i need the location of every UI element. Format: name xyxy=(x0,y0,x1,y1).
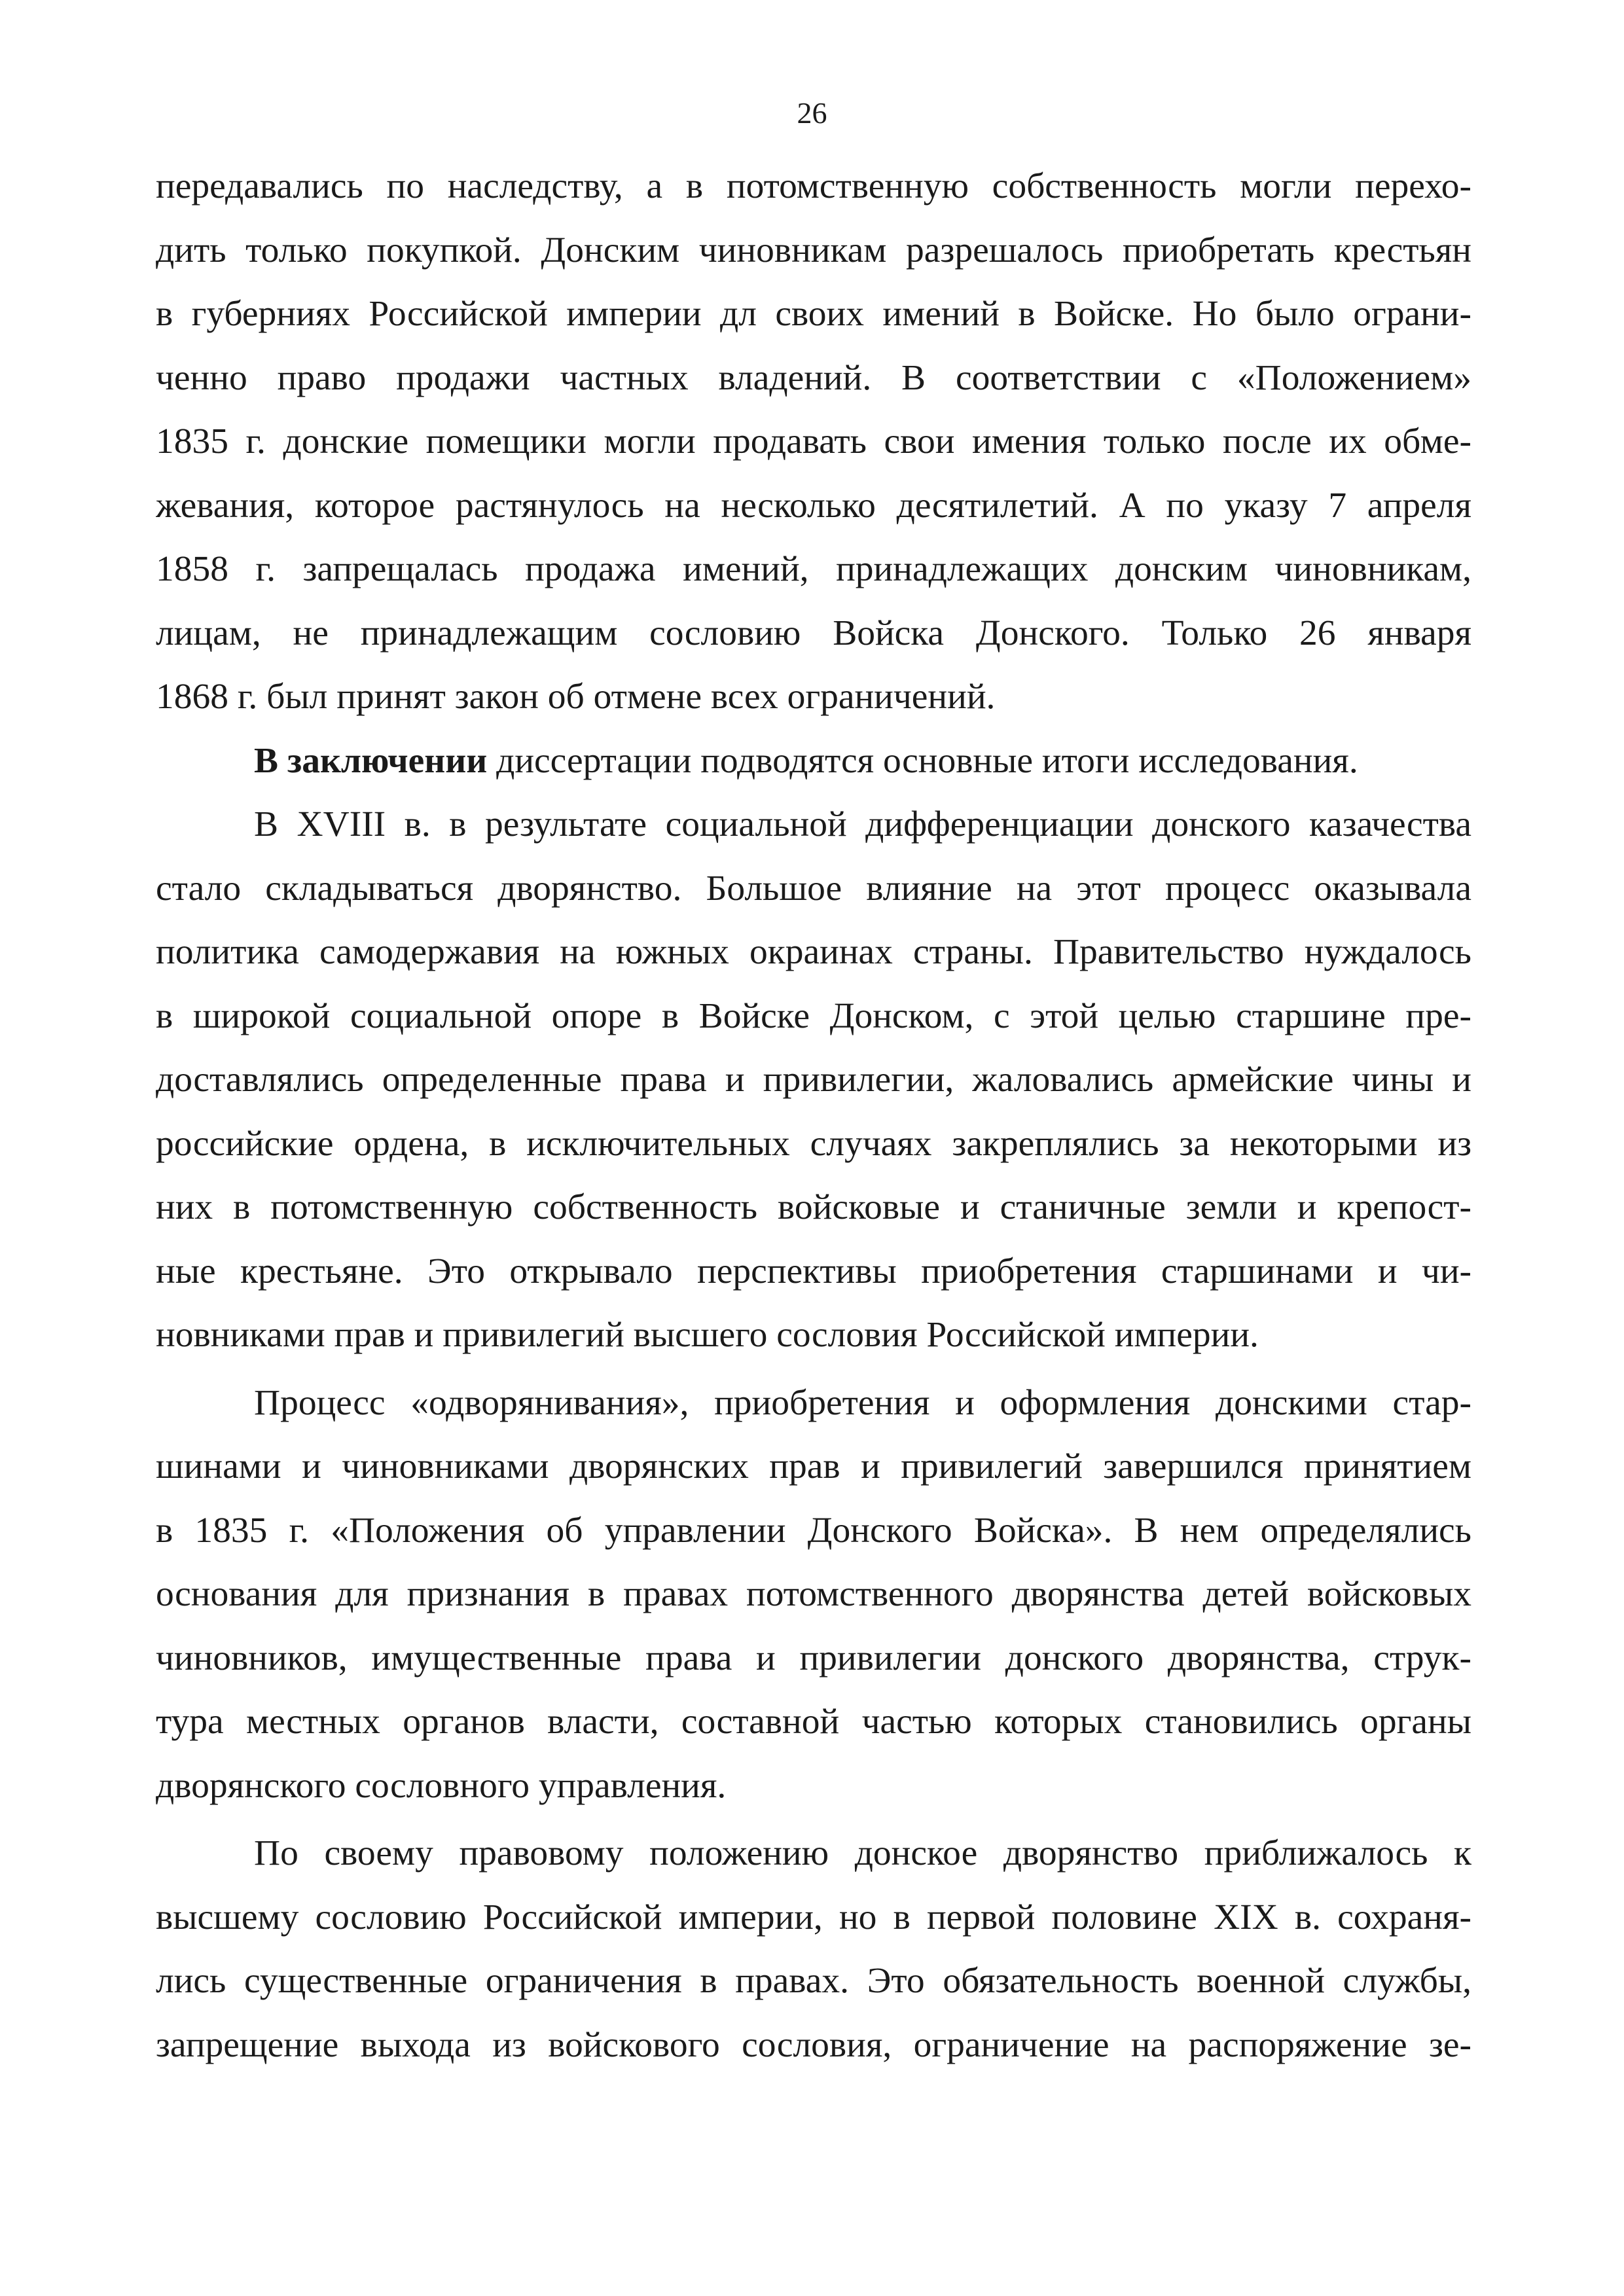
paragraph xyxy=(156,154,1471,729)
text-line: В XVIII в. в результате социальной дифференциации донского казачества xyxy=(254,804,1471,844)
text-line: жевания, которое растянулось на несколько десятилетий. А по указу 7 апреля xyxy=(156,485,1471,526)
text-line: дворянского сословного управления. xyxy=(156,1765,727,1806)
text-line: основания для признания в правах потомственного дворянства детей войсковых xyxy=(156,1574,1471,1614)
text-line: в 1835 г. «Положения об управлении Донского Войска». В нем определялись xyxy=(156,1510,1471,1551)
paragraph xyxy=(156,793,1471,1367)
text-line: политика самодержавия на южных окраинах страны. Правительство нуждалось xyxy=(156,932,1471,972)
paragraph xyxy=(156,1821,1471,2077)
text-line: ченно право продажи частных владений. В соответствии с «Положением» xyxy=(156,357,1471,398)
text-line: Процесс «одворянивания», приобретения и оформления донскими стар- xyxy=(254,1382,1471,1423)
page-number: 26 xyxy=(797,96,827,130)
text-line: лись существенные ограничения в правах. Это обязательность военной службы, xyxy=(156,1961,1471,2001)
text-line: высшему сословию Российской империи, но в первой половине XIX в. сохраня- xyxy=(156,1897,1471,1937)
bold-lead: В заключении xyxy=(254,740,488,781)
lead-rest: диссертации подводятся основные итоги исследования. xyxy=(487,740,1358,781)
paragraph xyxy=(156,729,1471,793)
text-line: стало складываться дворянство. Большое влияние на этот процесс оказывала xyxy=(156,868,1471,908)
text-line: российские ордена, в исключительных случаях закреплялись за некоторыми из xyxy=(156,1123,1471,1164)
text-line: По своему правовому положению донское дворянство приближалось к xyxy=(254,1833,1471,1873)
text-line: шинами и чиновниками дворянских прав и привилегий завершился принятием xyxy=(156,1446,1471,1486)
text-line: 1835 г. донские помещики могли продавать свои имения только после их обме- xyxy=(156,422,1471,461)
text-line: чиновников, имущественные права и привилегии донского дворянства, струк- xyxy=(156,1638,1471,1678)
text-line: в широкой социальной опоре в Войске Донском, с этой целью старшине пре- xyxy=(156,996,1471,1036)
text-line: них в потомственную собственность войсковые и станичные земли и крепост- xyxy=(156,1187,1471,1227)
text-line: ные крестьяне. Это открывало перспективы приобретения старшинами и чи- xyxy=(156,1251,1471,1291)
text-line: доставлялись определенные права и привилегии, жаловались армейские чины и xyxy=(156,1060,1471,1100)
text-line: новниками прав и привилегий высшего сословия Российской империи. xyxy=(156,1315,1259,1355)
text-line: 1868 г. был принят закон об отмене всех ограничений. xyxy=(156,677,996,717)
document-body xyxy=(156,154,1471,2077)
text-line xyxy=(156,729,1471,793)
text-line: запрещение выхода из войскового сословия, ограничение на распоряжение зе- xyxy=(156,2024,1471,2065)
text-line: дить только покупкой. Донским чиновникам разрешалось приобретать крестьян xyxy=(156,230,1471,270)
text-line: лицам, не принадлежащим сословию Войска Донского. Только 26 января xyxy=(156,613,1471,653)
paragraph xyxy=(156,1371,1471,1818)
text-line: в губерниях Российской империи дл своих имений в Войске. Но было ограни- xyxy=(156,294,1471,334)
text-line: передавались по наследству, а в потомственную собственность могли перехо- xyxy=(156,166,1471,206)
text-line: 1858 г. запрещалась продажа имений, принадлежащих донским чиновникам, xyxy=(156,549,1471,589)
text-line: тура местных органов власти, составной частью которых становились органы xyxy=(156,1702,1471,1742)
